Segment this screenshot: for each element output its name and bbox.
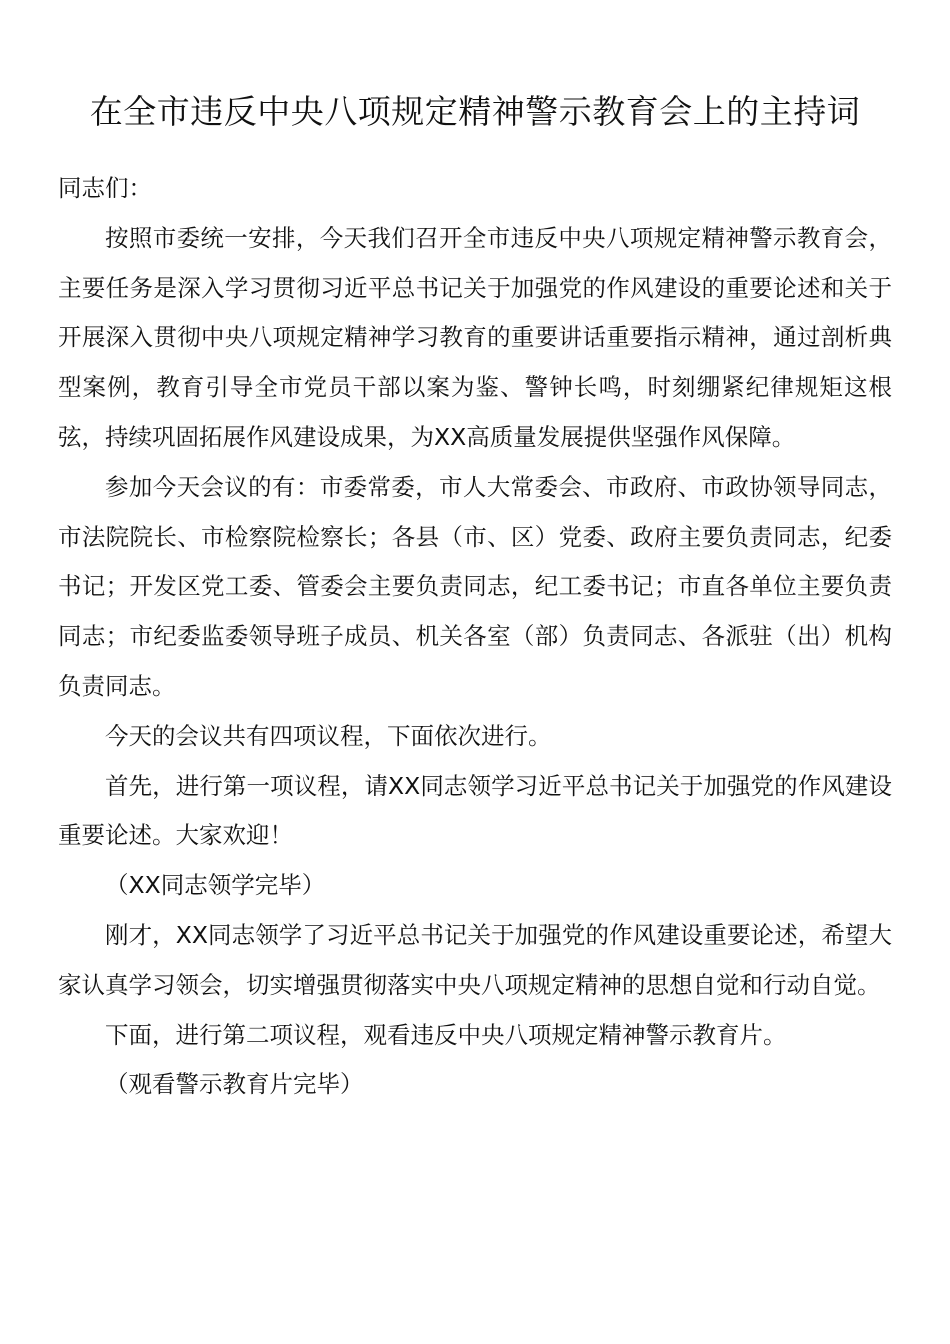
paragraph-agenda-item-1: 首先，进行第一项议程，请XX同志领学习近平总书记关于加强党的作风建设重要论述。大家欢迎！ xyxy=(58,771,892,850)
paragraph-agenda-item-2: 下面，进行第二项议程，观看违反中央八项规定精神警示教育片。 xyxy=(105,1020,787,1049)
salutation: 同志们： xyxy=(58,174,152,202)
paragraph-agenda-intro: 今天的会议共有四项议程，下面依次进行。 xyxy=(105,721,552,750)
document-title: 在全市违反中央八项规定精神警示教育会上的主持词 xyxy=(89,92,861,132)
paragraph-opening: 按照市委统一安排，今天我们召开全市违反中央八项规定精神警示教育会，主要任务是深入学习贯彻习近平总书记关于加强党的作风建设的重要论述和关于开展深入贯彻中央八项规定精神学习教育的重要讲话重要指示精神，通过剖析典型案例，教育引导全市党员干部以案为鉴、警钟长鸣，时刻绷紧纪律规矩这根弦，持续巩固拓展作风建设成果，为XX高质量发展提供坚强作风保障。 xyxy=(58,223,892,451)
stage-direction-1: （XX同志领学完毕） xyxy=(105,871,326,900)
paragraph-attendees: 参加今天会议的有：市委常委，市人大常委会、市政府、市政协领导同志，市法院院长、市检察院检察长；各县（市、区）党委、政府主要负责同志，纪委书记；开发区党工委、管委会主要负责同志，纪工委书记；市直各单位主要负责同志；市纪委监委领导班子成员、机关各室（部）负责同志、各派驻（出）机构负责同志。 xyxy=(58,472,892,700)
stage-direction-2: （观看警示教育片完毕） xyxy=(105,1070,364,1099)
paragraph-item-1-summary: 刚才，XX同志领学了习近平总书记关于加强党的作风建设重要论述，希望大家认真学习领会，切实增强贯彻落实中央八项规定精神的思想自觉和行动自觉。 xyxy=(58,920,892,999)
document-body xyxy=(58,164,892,1110)
